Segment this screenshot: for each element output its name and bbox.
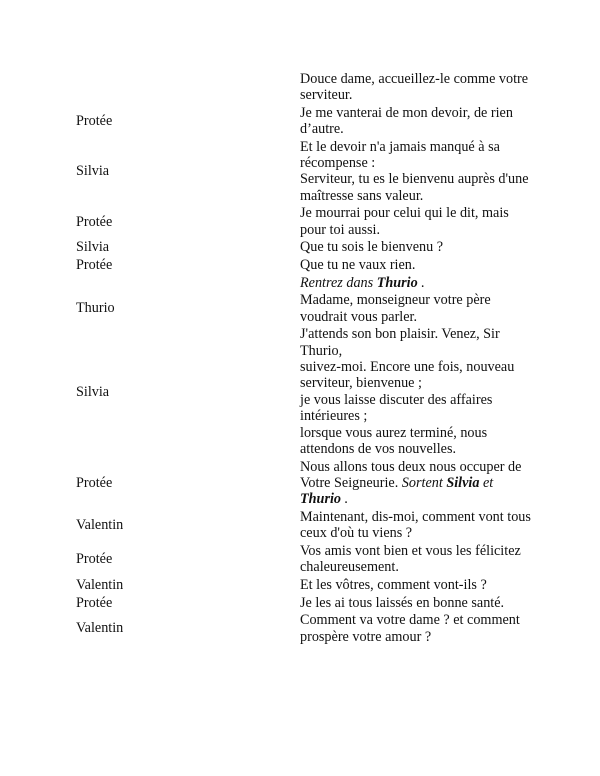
speaker-name: Protée: [76, 594, 113, 611]
margin-spacer: [532, 256, 600, 274]
dialogue-line: Douce dame, accueillez-le comme votre serviteur.: [300, 70, 529, 103]
speaker-name: Thurio: [76, 300, 115, 317]
margin-spacer: [532, 326, 600, 458]
dialogue-table: [0, 70, 600, 646]
dialogue-line: Madame, monseigneur votre père voudrait vous parler.: [300, 292, 491, 325]
stage-direction: et: [479, 475, 494, 492]
margin-spacer: [532, 542, 600, 576]
speaker-name: Protée: [76, 112, 113, 129]
dialogue-line: Serviteur, tu es le bienvenu auprès d'une maîtresse sans valeur.: [300, 171, 529, 204]
speaker-name: [0, 70, 300, 104]
dialogue-text: [300, 274, 532, 292]
dialogue-text: [300, 612, 532, 646]
dialogue-row: [0, 274, 600, 292]
speaker-name: Protée: [76, 213, 113, 230]
margin-spacer: [532, 104, 600, 138]
dialogue-line: lorsque vous aurez terminé, nous attendons de vos nouvelles.: [300, 424, 488, 458]
dialogue-row: [0, 458, 600, 508]
dialogue-row: [0, 612, 600, 646]
speaker-name: Protée: [76, 475, 113, 492]
character-name-emphasis: Thurio: [300, 491, 342, 508]
dialogue-line: Maintenant, dis-moi, comment vont tous ceux d'où tu viens ?: [300, 509, 531, 542]
dialogue-row: [0, 576, 600, 594]
dialogue-row: [0, 508, 600, 542]
margin-spacer: [532, 274, 600, 292]
dialogue-line: Je mourrai pour celui qui le dit, mais pour toi aussi.: [300, 205, 509, 238]
speaker-name: Valentin: [76, 517, 124, 534]
margin-spacer: [532, 70, 600, 104]
dialogue-line: J'attends son bon plaisir. Venez, Sir Thurio,: [300, 326, 500, 359]
dialogue-line: je vous laisse discuter des affaires intérieures ;: [300, 391, 493, 425]
speaker-name: [0, 274, 300, 292]
margin-spacer: [532, 576, 600, 594]
document-page: [0, 70, 600, 646]
speaker-name: Protée: [76, 551, 113, 568]
dialogue-line: Je les ai tous laissés en bonne santé.: [300, 594, 505, 611]
speaker-name: Valentin: [76, 577, 124, 594]
dialogue-text: [300, 138, 532, 205]
dialogue-line: Que tu sois le bienvenu ?: [300, 239, 444, 256]
dialogue-line: Et le devoir n'a jamais manqué à sa récompense :: [300, 138, 500, 171]
speaker-name: Silvia: [76, 163, 110, 180]
margin-spacer: [532, 292, 600, 326]
dialogue-row: [0, 326, 600, 458]
stage-direction: .: [417, 274, 425, 291]
stage-direction: .: [341, 491, 349, 508]
dialogue-text: [300, 594, 532, 612]
dialogue-text: [300, 205, 532, 239]
dialogue-text: [300, 458, 532, 508]
character-name-emphasis: Silvia: [446, 475, 480, 492]
dialogue-text: [300, 326, 532, 458]
dialogue-row: [0, 542, 600, 576]
dialogue-text: [300, 104, 532, 138]
dialogue-text: [300, 239, 532, 257]
dialogue-line: Que tu ne vaux rien.: [300, 257, 416, 273]
dialogue-text: [300, 292, 532, 326]
character-name-emphasis: Thurio: [376, 274, 418, 291]
dialogue-line: Nous allons tous deux nous occuper de Votre Seigneurie.: [300, 458, 522, 492]
dialogue-row: [0, 239, 600, 257]
dialogue-line: Et les vôtres, comment vont-ils ?: [300, 577, 487, 594]
margin-spacer: [532, 138, 600, 205]
dialogue-row: [0, 594, 600, 612]
margin-spacer: [532, 594, 600, 612]
dialogue-text: [300, 256, 532, 274]
speaker-name: Protée: [76, 257, 113, 273]
dialogue-text: [300, 70, 532, 104]
speaker-name: Silvia: [76, 383, 110, 400]
speaker-name: Silvia: [76, 239, 110, 256]
dialogue-rows: [0, 70, 600, 646]
dialogue-row: [0, 138, 600, 205]
dialogue-text: [300, 576, 532, 594]
dialogue-row: [0, 292, 600, 326]
margin-spacer: [532, 458, 600, 508]
margin-spacer: [532, 239, 600, 257]
dialogue-text: [300, 542, 532, 576]
dialogue-row: [0, 70, 600, 104]
margin-spacer: [532, 508, 600, 542]
dialogue-row: [0, 104, 600, 138]
dialogue-line: Je me vanterai de mon devoir, de rien d’autre.: [300, 104, 513, 137]
dialogue-line: Vos amis vont bien et vous les félicitez chaleureusement.: [300, 543, 521, 576]
margin-spacer: [532, 612, 600, 646]
dialogue-line: suivez-moi. Encore une fois, nouveau serviteur, bienvenue ;: [300, 359, 515, 392]
stage-direction: Sortent: [401, 475, 447, 492]
speaker-name: Valentin: [76, 620, 124, 637]
dialogue-row: [0, 256, 600, 274]
dialogue-row: [0, 205, 600, 239]
stage-direction: Rentrez dans: [300, 274, 377, 291]
dialogue-text: [300, 508, 532, 542]
margin-spacer: [532, 205, 600, 239]
dialogue-line: Comment va votre dame ? et comment prospère votre amour ?: [300, 612, 520, 645]
